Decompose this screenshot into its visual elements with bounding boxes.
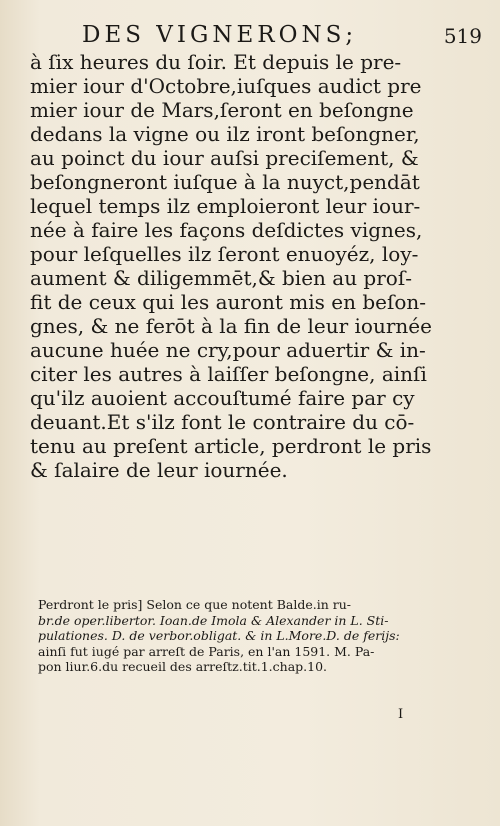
text-line: gnes, & ne ferōt à la fin de leur iournée xyxy=(30,314,432,338)
text-line: citer les autres à laiſſer beſongne, ainſi xyxy=(30,362,427,386)
text-line: beſongneront iuſque à la nuyct,pendāt xyxy=(30,170,420,194)
text-line: pour leſquelles ilz ſeront enuoyéz, loy- xyxy=(30,242,419,266)
note-line: br.de oper.libertor. Ioan.de Imola & Alexander in L. Sti- xyxy=(38,612,389,628)
text-line: qu'ilz auoient accouſtumé faire par cy xyxy=(30,386,415,410)
note-line: pon liur.6.du recueil des arreſtz.tit.1.chap.10. xyxy=(38,659,328,674)
page-number: 519 xyxy=(443,24,482,48)
text-line: fit de ceux qui les auront mis en beſon- xyxy=(30,290,427,314)
main-text xyxy=(30,50,480,482)
text-line: mier iour d'Octobre,iuſques audict pre xyxy=(30,74,422,98)
text-line: deuant.Et s'ilz font le contraire du cō- xyxy=(30,410,415,434)
text-line: à ſix heures du ſoir. Et depuis le pre- xyxy=(30,50,402,74)
text-line: tenu au preſent article, perdront le pris xyxy=(30,434,432,458)
text-line: dedans la vigne ou ilz iront beſongner, xyxy=(30,122,420,146)
note-line: Perdront le pris] Selon ce que notent Balde.in ru- xyxy=(38,597,352,612)
text-line: née à faire les façons deſdictes vignes, xyxy=(30,218,423,242)
signature-mark: I xyxy=(398,707,404,722)
running-title: DES VIGNERONS; xyxy=(82,22,358,48)
note-line: ainſi fut iugé par arreſt de Paris, en l'an 1591. M. Pa- xyxy=(38,643,375,659)
text-line: aument & diligemmēt,& bien au proſ- xyxy=(30,266,412,290)
marginal-notes xyxy=(38,597,478,675)
text-line: aucune huée ne cry,pour aduertir & in- xyxy=(30,338,426,362)
text-line: lequel temps ilz emploieront leur iour- xyxy=(30,194,421,218)
note-line: pulationes. D. de verbor.obligat. & in L.More.D. de ferijs: xyxy=(38,628,400,643)
text-line: & ſalaire de leur iournée. xyxy=(30,458,288,482)
text-line: au poinct du iour auſsi preciſement, & xyxy=(30,146,419,170)
text-line: mier iour de Mars,ſeront en beſongne xyxy=(30,98,414,122)
